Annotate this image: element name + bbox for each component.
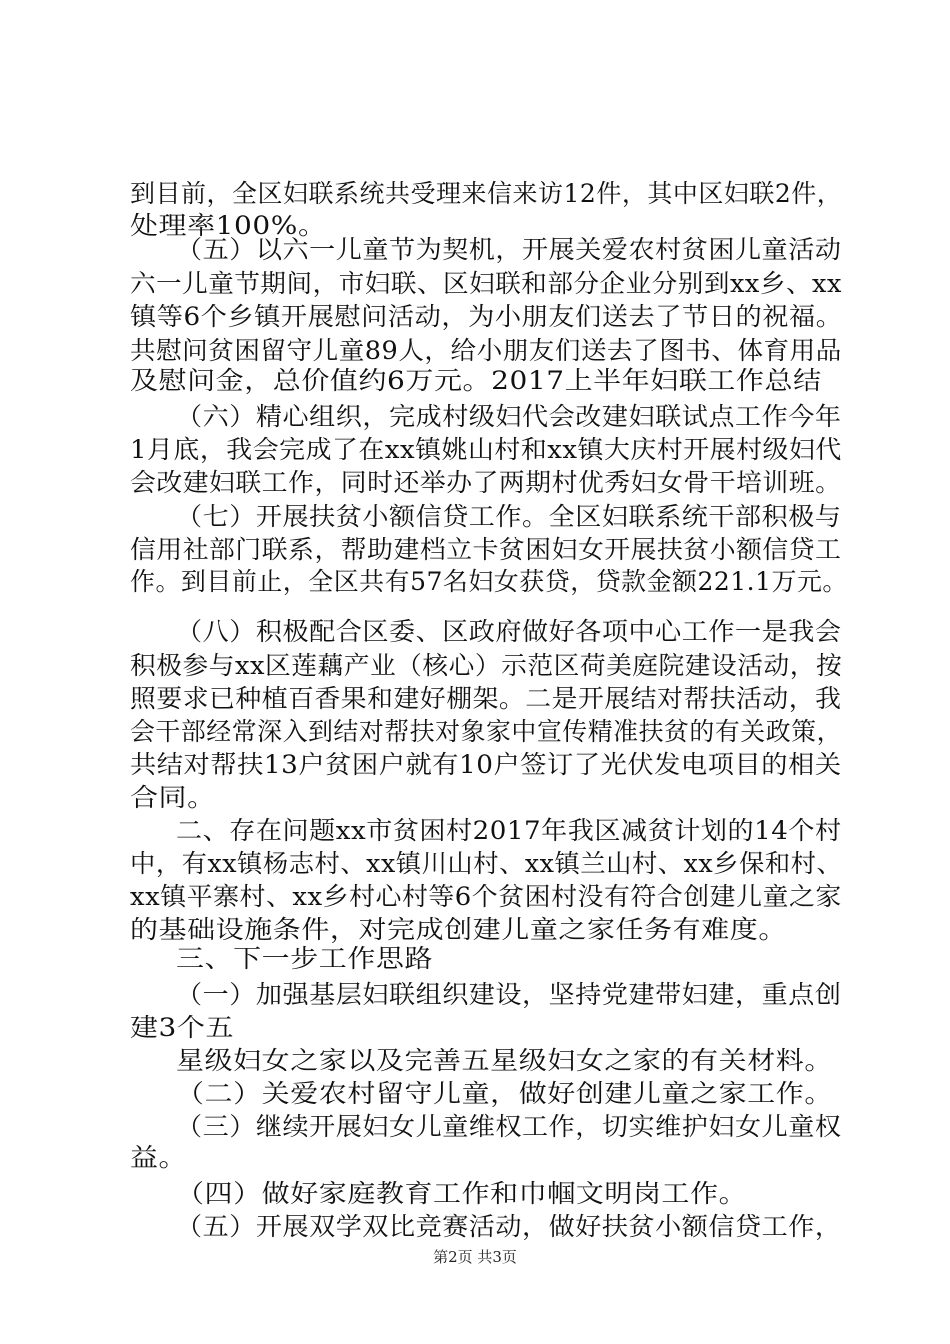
text-line: 中，有xx镇杨志村、xx镇川山村、xx镇兰山村、xx乡保和村、 <box>130 849 843 878</box>
text-line: 1月底，我会完成了在xx镇姚山村和xx镇大庆村开展村级妇代 <box>130 435 842 464</box>
text-line: 镇等6个乡镇开展慰问活动，为小朋友们送去了节日的祝福。 <box>130 302 843 331</box>
text-line: xx镇平寨村、xx乡村心村等6个贫困村没有符合创建儿童之家 <box>130 882 842 911</box>
text-line: （二）关爱农村留守儿童，做好创建儿童之家工作。 <box>176 1079 833 1108</box>
text-line: 建3个五 <box>130 1013 235 1042</box>
text-line: （一）加强基层妇联组织建设，坚持党建带妇建，重点创 <box>176 980 842 1009</box>
text-line: 三、下一步工作思路 <box>176 944 434 973</box>
text-line: （七）开展扶贫小额信贷工作。全区妇联系统干部积极与 <box>176 502 842 531</box>
text-line: 六一儿童节期间，市妇联、区妇联和部分企业分别到xx乡、xx <box>130 269 842 298</box>
text-line: 星级妇女之家以及完善五星级妇女之家的有关材料。 <box>176 1046 833 1075</box>
text-line: 及慰问金，总价值约6万元。2017上半年妇联工作总结 <box>130 366 822 395</box>
text-line: （五）以六一儿童节为契机，开展关爱农村贫困儿童活动 <box>176 235 842 264</box>
text-line: 共慰问贫困留守儿童89人，给小朋友们送去了图书、体育用品 <box>130 336 842 365</box>
text-line: 二、存在问题xx市贫困村2017年我区减贫计划的14个村 <box>176 816 842 845</box>
text-line: 会改建妇联工作，同时还举办了两期村优秀妇女骨干培训班。 <box>130 468 842 497</box>
text-line: （六）精心组织，完成村级妇代会改建妇联试点工作今年 <box>176 402 842 431</box>
text-line: 会干部经常深入到结对帮扶对象家中宣传精准扶贫的有关政策， <box>130 717 843 746</box>
text-line: 到目前，全区妇联系统共受理来信来访12件，其中区妇联2件， <box>130 179 843 208</box>
text-line: 作。到目前止，全区共有57名妇女获贷，贷款金额221.1万元。 <box>130 567 848 596</box>
text-line: （八）积极配合区委、区政府做好各项中心工作一是我会 <box>176 617 842 646</box>
text-line: 信用社部门联系，帮助建档立卡贫困妇女开展扶贫小额信贷工 <box>130 535 842 564</box>
text-line: 照要求已种植百香果和建好棚架。二是开展结对帮扶活动，我 <box>130 684 842 713</box>
text-line: （四）做好家庭教育工作和巾帼文明岗工作。 <box>176 1179 748 1208</box>
text-line: 合同。 <box>130 783 216 812</box>
text-line: 共结对帮扶13户贫困户就有10户签订了光伏发电项目的相关 <box>130 750 842 779</box>
text-line: 的基础设施条件，对完成创建儿童之家任务有难度。 <box>130 915 787 944</box>
text-line: 益。 <box>130 1143 188 1172</box>
text-line: （三）继续开展妇女儿童维权工作，切实维护妇女儿童权 <box>176 1112 842 1141</box>
text-line: 积极参与xx区莲藕产业（核心）示范区荷美庭院建设活动，按 <box>130 651 843 680</box>
page-footer: 第2页 共3页 <box>433 1248 517 1266</box>
text-line: （五）开展双学双比竞赛活动，做好扶贫小额信贷工作， <box>176 1212 842 1241</box>
text-line: 处理率100%。 <box>130 211 327 240</box>
